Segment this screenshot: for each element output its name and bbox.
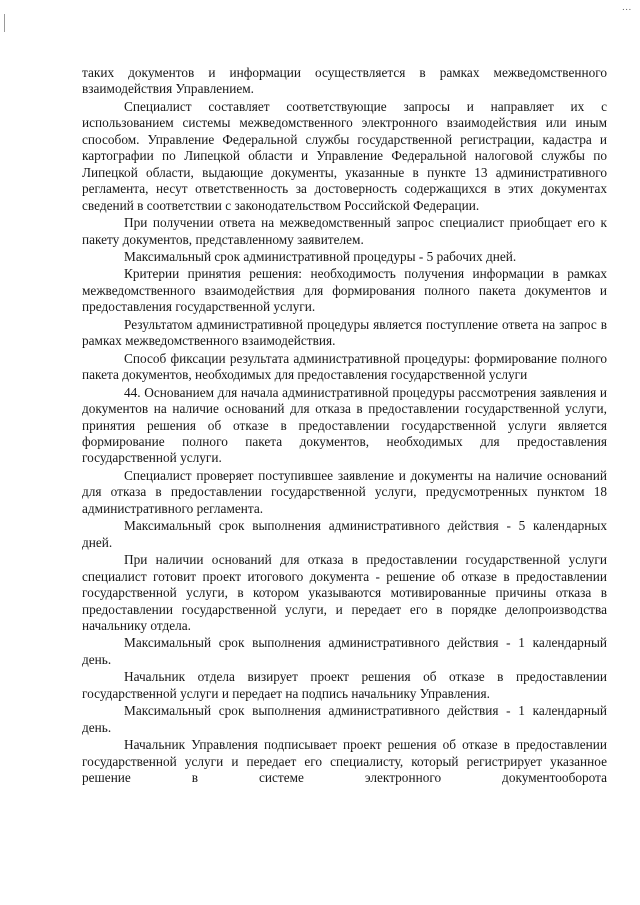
paragraph-check: Специалист проверяет поступившее заявление и документы на наличие оснований для отказа в предоставлении государственной услуги, предусмотренных пунктом 18 административного регламента. — [82, 467, 607, 516]
paragraph-response: При получении ответа на межведомственный запрос специалист приобщает его к пакету документов, представленному заявителем. — [82, 215, 607, 247]
paragraph-head-of-office: Начальник Управления подписывает проект решения об отказе в предоставлении государственной услуги и передает его специалисту, который регистрирует указанное решение в системе электронного документооборота — [82, 737, 607, 786]
paragraph-result: Результатом административной процедуры является поступление ответа на запрос в рамках межведомственного взаимодействия. — [82, 316, 607, 349]
paragraph-max-term-5-days: Максимальный срок выполнения административного действия - 5 календарных дней. — [82, 518, 607, 550]
paragraph-44: 44. Основанием для начала административной процедуры рассмотрения заявления и документов на наличие оснований для отказа в предоставлении государственной услуги, принятия решения об отказе в предоставлении государственной услуги является формирование полного пакета документов, необходимых для предоставления государственной услуги. — [82, 384, 607, 466]
paragraph-criteria: Критерии принятия решения: необходимость получения информации в рамках межведомственного взаимодействия для формирования полного пакета документов и предоставления государственной услуги. — [82, 266, 607, 315]
paragraph-fixation: Способ фиксации результата административной процедуры: формирование полного пакета документов, необходимых для предоставления государственной услуги — [82, 350, 607, 383]
paragraph-max-term: Максимальный срок административной процедуры - 5 рабочих дней. — [124, 248, 517, 264]
scan-edge-mark — [4, 14, 5, 32]
paragraph-max-term-1-day-b: Максимальный срок выполнения административного действия - 1 календарный день. — [82, 703, 607, 735]
paragraph-head-of-department: Начальник отдела визирует проект решения об отказе в предоставлении государственной услуги и передает на подпись начальнику Управления. — [82, 669, 607, 701]
paragraph-refusal-draft: При наличии оснований для отказа в предоставлении государственной услуги специалист готовит проект итогового документа - решение об отказе в предоставлении государственной услуги, в котором указываются мотивированные причины отказа в предоставлении государственной услуги, и передает его в порядке делопроизводства начальнику отдела. — [82, 552, 607, 633]
corner-mark: ... — [622, 2, 632, 12]
paragraph-max-term-1-day-a: Максимальный срок выполнения административного действия - 1 календарный день. — [82, 635, 607, 667]
paragraph-continuation: таких документов и информации осуществляется в рамках межведомственного взаимодействия Управлением. — [82, 65, 607, 97]
paragraph-requests: Специалист составляет соответствующие запросы и направляет их с использованием системы межведомственного электронного взаимодействия или иным способом. Управление Федеральной службы государственной регистрации, кадастра и картографии по Липецкой области и Управление Федеральной налоговой службы по Липецкой области, выдающие документы, указанные в пункте 13 административного регламента, несут ответственность за достоверность содержащихся в этих документах сведений в соответствии с законодательством Российской Федерации. — [82, 98, 607, 213]
document-body — [82, 65, 607, 786]
